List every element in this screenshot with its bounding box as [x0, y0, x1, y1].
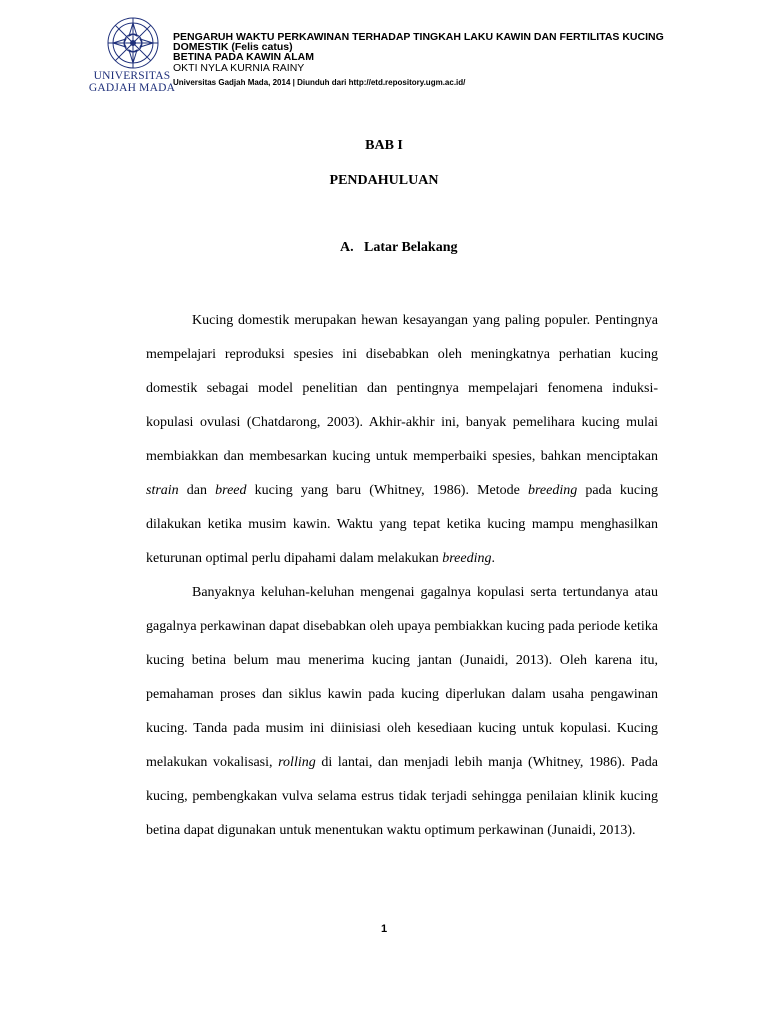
header-text	[173, 32, 763, 88]
paragraph-2-text: di lantai, dan menjadi lebih manja (Whitney, 1986). Pada kucing, pembengkakan vulva selama estrus tidak terjadi sehingga penilaian klinik kucing betina dapat digunakan untuk menentukan waktu optimum perkawinan (Junaidi, 2013).	[146, 755, 658, 838]
paragraph-1	[146, 304, 658, 576]
university-name-line1: UNIVERSITAS	[93, 70, 171, 82]
paragraph-1-text: .	[491, 551, 495, 566]
italic-term: breeding	[442, 551, 492, 566]
paragraph-1-text: dan	[178, 483, 216, 498]
author-name: OKTI NYLA KURNIA RAINY	[173, 62, 305, 74]
document-header	[88, 10, 756, 102]
paragraph-2-text: Banyaknya keluhan-keluhan mengenai gagalnya kopulasi serta tertundanya atau gagalnya perkawinan dapat disebabkan oleh upaya pembiakkan kucing pada periode ketika kucing betina belum mau menerima kucing jantan (Junaidi, 2013). Oleh karena itu, pemahaman proses dan siklus kawin pada kucing diperlukan dalam usaha pengawinan kucing. Tanda pada musim ini diinisiasi oleh kesediaan kucing untuk kopulasi. Kucing melakukan vokalisasi,	[146, 585, 658, 770]
university-name	[88, 70, 176, 94]
thesis-title-line2: DOMESTIK (Felis catus)	[173, 41, 293, 53]
page-number: 1	[380, 923, 388, 935]
ugm-seal-icon	[106, 16, 160, 70]
italic-term: breeding	[527, 483, 578, 498]
thesis-title-line3: BETINA PADA KAWIN ALAM	[173, 51, 314, 63]
paragraph-1-text: kucing yang baru (Whitney, 1986). Metode	[246, 483, 528, 498]
paragraph-1-text: Kucing domestik merupakan hewan kesayangan yang paling populer. Pentingnya mempelajari reproduksi spesies ini disebabkan oleh meningkatnya perhatian kucing domestik sebagai model penelitian dan pentingnya mempelajari fenomena induksi-kopulasi ovulasi (Chatdarong, 2003). Akhir-akhir ini, banyak pemelihara kucing mulai membiakkan dan membesarkan kucing untuk memperbaiki spesies, bahkan menciptakan	[146, 313, 658, 464]
section-heading	[340, 240, 457, 256]
section-number: A.	[340, 240, 354, 255]
chapter-number: BAB I	[365, 138, 403, 153]
university-logo	[88, 10, 176, 102]
paragraph-1-text: pada kucing dilakukan ketika musim kawin. Waktu yang tepat ketika kucing mampu menghasilkan keturunan optimal perlu dipahami dalam melakukan	[146, 483, 658, 566]
italic-term: breed	[215, 483, 247, 498]
source-line: Universitas Gadjah Mada, 2014 | Diunduh dari http://etd.repository.ugm.ac.id/	[173, 78, 466, 87]
body-text	[146, 304, 658, 848]
section-title: Latar Belakang	[364, 240, 458, 255]
italic-term: rolling	[278, 755, 316, 770]
italic-term: strain	[146, 483, 179, 498]
thesis-title-line1: PENGARUH WAKTU PERKAWINAN TERHADAP TINGKAH LAKU KAWIN DAN FERTILITAS KUCING	[173, 31, 664, 43]
chapter-title: PENDAHULUAN	[329, 173, 439, 188]
paragraph-2	[146, 576, 658, 848]
university-name-line2: GADJAH MADA	[88, 82, 176, 94]
